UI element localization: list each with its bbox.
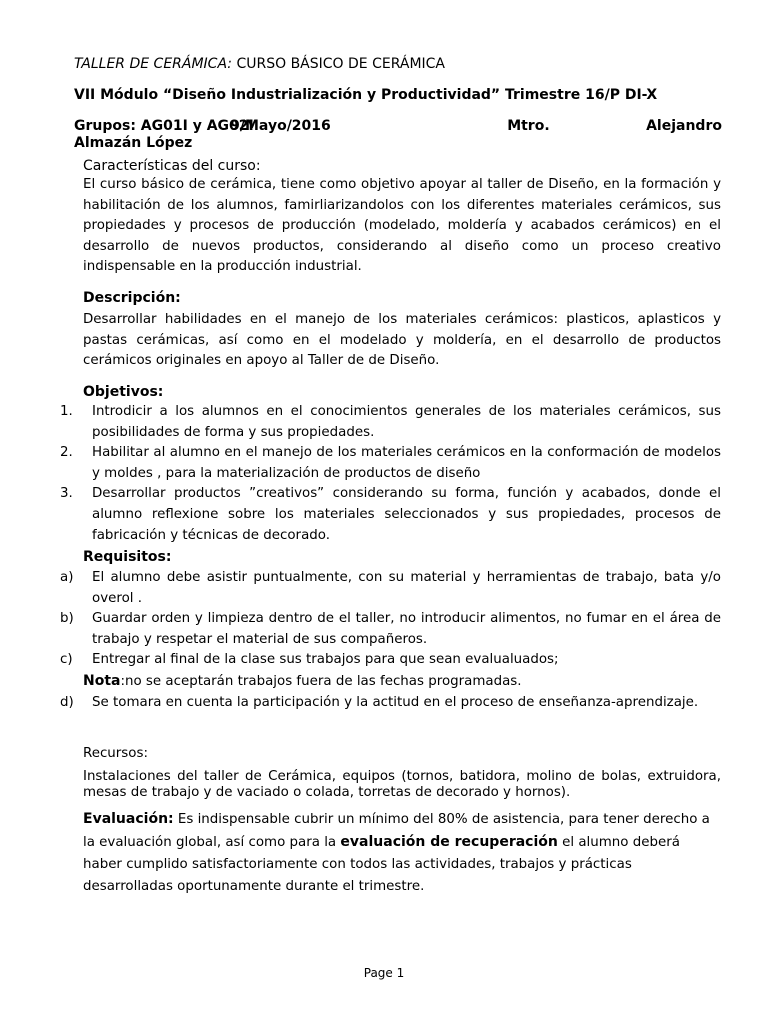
section-descripcion (83, 290, 721, 372)
page-number: Page 1 (363, 966, 405, 980)
heading-requisitos: Requisitos: (83, 549, 172, 565)
list-item: 3. Desarrollar productos ”creativos” considerando su forma, función y acabados, donde el alumno reflexione sobre los materiales seleccionados y sus propiedades, procesos de fabricación y técnicas de decorado. (60, 486, 721, 543)
date: 9/Mayo/2016 (230, 118, 331, 134)
section-text: Desarrollar habilidades en el manejo de los materiales cerámicos: plasticos, aplasticos y pastas cerámicas, así como en el modelado y moldería, en el desarrollo de productos cerámicos originales en apoyo al Taller de de Diseño. (83, 312, 721, 369)
groups-line (74, 118, 722, 152)
section-heading: Características del curso: (83, 158, 261, 174)
list-objetivos (60, 402, 721, 546)
list-item: d) Se tomara en cuenta la participación y la actitud en el proceso de enseñanza-aprendizaje. (60, 694, 699, 710)
evaluacion-label: Evaluación: (83, 811, 174, 827)
module-line: VII Módulo “Diseño Industrialización y Productividad” Trimestre 16/P DI-X (74, 87, 658, 103)
section-recursos (83, 746, 721, 802)
section-text: El curso básico de cerámica, tiene como objetivo apoyar al taller de Diseño, en la formación y habilitación de los alumnos, famirliarizandolos con los diferentes materiales cerámicos, sus propiedades y procesos de producción (modelado, moldería y acabados cerámicos) en el desarrollo de nuevos productos, considerando al diseño como un proceso creativo indispensable en la producción industrial. (83, 177, 721, 275)
list-item: c) Entregar al final de la clase sus trabajos para que sean evalualuados; (60, 652, 559, 668)
title-course: CURSO BÁSICO DE CERÁMICA (232, 56, 446, 72)
section-heading: Recursos: (83, 746, 148, 761)
teacher-first-name: Alejandro (646, 118, 722, 134)
course-title (74, 56, 445, 72)
list-item: 1. Introdicir a los alumnos en el conocimientos generales de los materiales cerámicos, sus posibilidades de forma y sus propiedades. (60, 404, 721, 440)
nota: Nota:no se aceptarán trabajos fuera de las fechas programadas. (83, 672, 522, 689)
evaluacion-recuperacion: evaluación de recuperación (340, 834, 558, 850)
teacher-title: Mtro. (507, 118, 550, 134)
list-item: b) Guardar orden y limpieza dentro de el taller, no introducir alimentos, no fumar en el área de trabajo y respetar el material de sus compañeros. (60, 611, 721, 647)
list-requisitos (60, 568, 721, 713)
teacher-last-name: Almazán López (74, 135, 193, 151)
heading-objetivos: Objetivos: (83, 384, 164, 400)
section-heading: Descripción: (83, 290, 181, 306)
section-caracteristicas (83, 158, 721, 278)
section-evaluacion: Evaluación: Es indispensable cubrir un mínimo del 80% de asistencia, para tener derecho a la evaluación global, así como para la evaluación de recuperación el alumno deberá haber cumplido satisfactoriamente con todos las actividades, trabajos y prácticas desarrolladas oportunamente durante el trimestre. (83, 811, 710, 894)
section-text: Instalaciones del taller de Cerámica, equipos (tornos, batidora, molino de bolas, extruidora, mesas de trabajo y de vaciado o colada, torretas de decorado y hornos). (83, 768, 721, 800)
list-item: 2. Habilitar al alumno en el manejo de los materiales cerámicos en la conformación de modelos y moldes , para la materialización de productos de diseño (60, 445, 721, 481)
groups: Grupos: AG01I y AG02I (74, 118, 254, 134)
list-item: a) El alumno debe asistir puntualmente, con su material y herramientas de trabajo, bata y/o overol . (60, 570, 721, 606)
title-workshop: TALLER DE CERÁMICA: (74, 56, 233, 72)
